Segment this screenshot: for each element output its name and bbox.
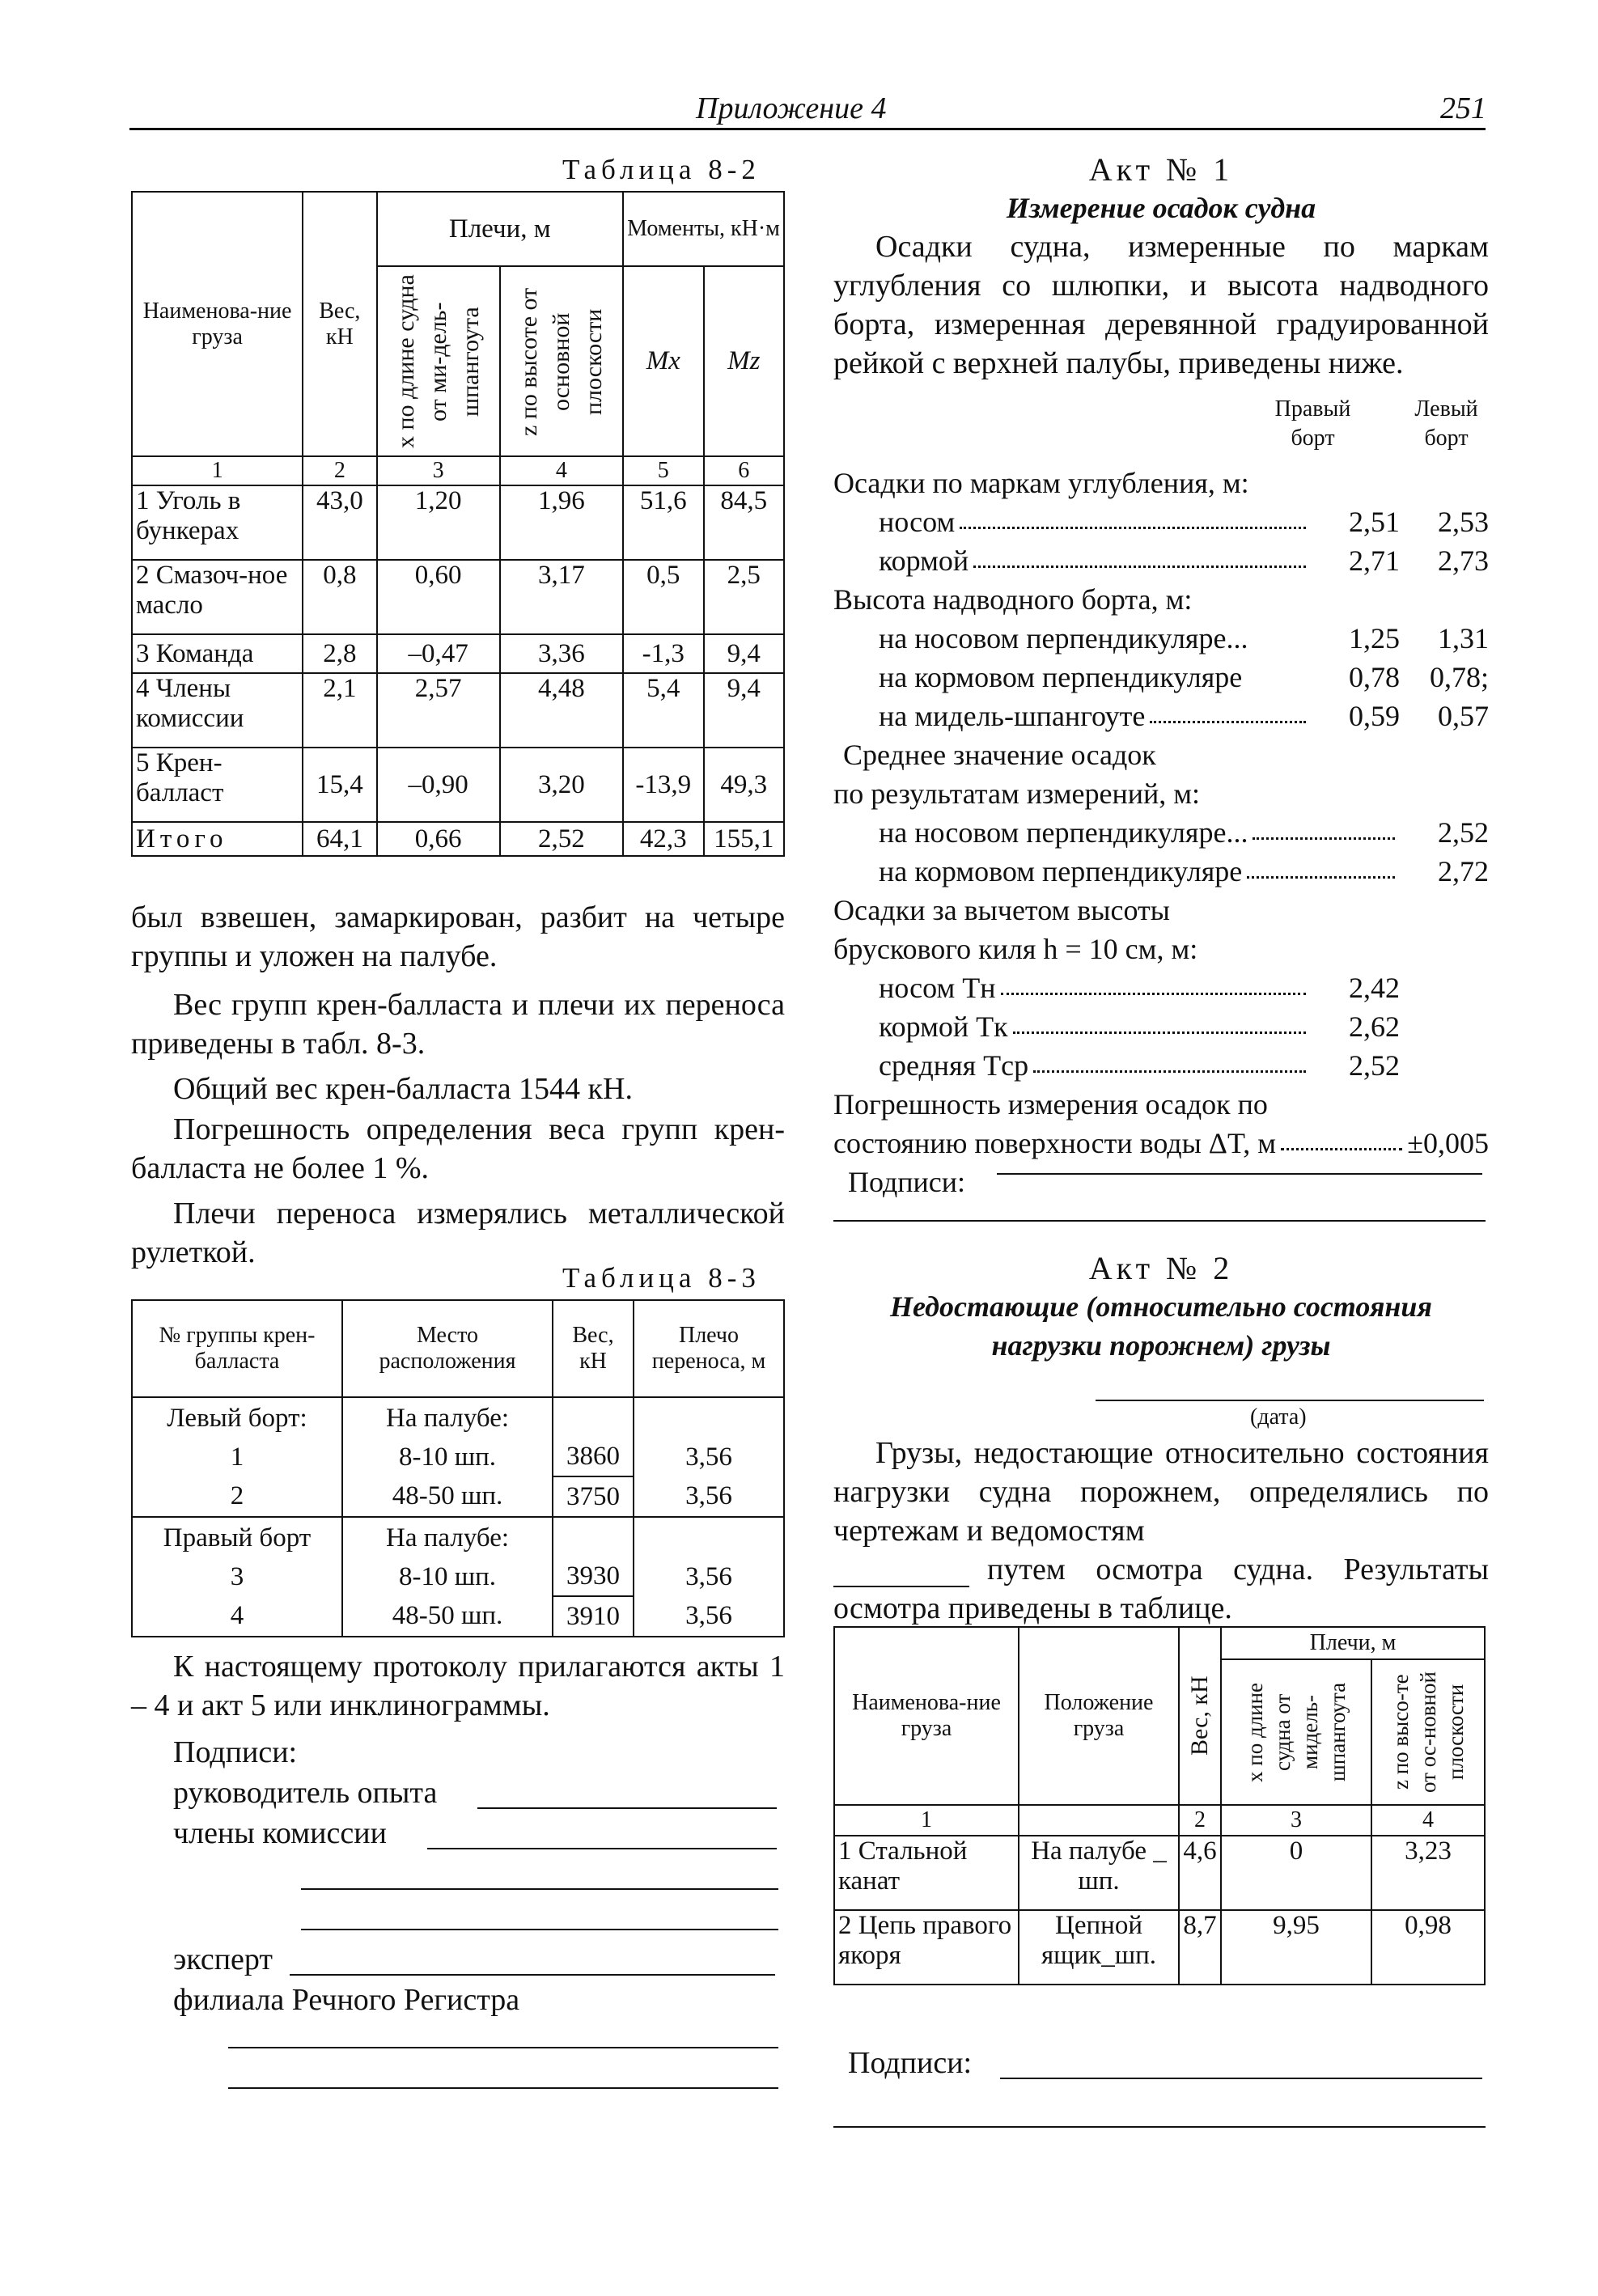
act-1-value: 2,52 [1349,1049,1400,1082]
act-1-value: 2,52 [1438,816,1489,849]
act-1-value-right: 2,71 [1349,544,1400,577]
t82-cell-z: 4,48 [500,673,623,748]
t83-right-side: Правый борт [163,1523,312,1553]
act-1-value: 2,62 [1349,1010,1400,1043]
t82-cell-mx: 51,6 [623,485,703,560]
t82-cell-z: 3,36 [500,634,623,673]
t83-arm: 3,56 [685,1442,732,1472]
t83-place: 8-10 шп. [398,1562,497,1591]
t83-arm: 3,56 [685,1481,732,1510]
t82-cell-mx: 0,5 [623,560,703,634]
a2-cell-z: 0,98 [1371,1910,1485,1985]
t82-cell-name: 1 Уголь в бункерах [132,485,303,560]
t83-header-weight: Вес, кН [553,1300,634,1397]
t82-cell-mx: -1,3 [623,634,703,673]
act-1-row-label: на кормовом перпендикуляре [879,855,1243,887]
protocol-member-signature-line[interactable] [427,1846,777,1849]
act-1-row [833,655,1489,694]
t82-cell-x: 1,20 [377,485,500,560]
act-1-row-label: кормой [879,544,969,577]
t82-cell-x: 2,57 [377,673,500,748]
act-1-row-label: на носовом перпендикуляре... [879,816,1248,849]
table-8-2 [131,191,785,857]
act-1-intro: Осадки судна, измеренные по маркам углубления со шлюпки, и высота надводного борта, измеренная деревянной градуированной рейкой с верхней палубы, приведены ниже. [833,230,1489,380]
act-1-value-right: 0,78 [1349,661,1400,693]
act-1-row [833,849,1489,888]
act-1-section-keel-cont: брускового киля h = 10 см, м: [833,933,1198,965]
a2-colnum: 4 [1371,1805,1485,1836]
act-1-section-keel: Осадки за вычетом высоты [833,894,1170,926]
a2-header-position: Положение груза [1019,1627,1179,1805]
act-2-intro-cont: путем осмотра судна. Результаты осмотра приведены в таблице. [833,1553,1489,1625]
t82-header-mz: Mz [704,266,785,456]
act-1-section-average-cont: по результатам измерений, м: [833,777,1201,810]
a2-header-weight: Вес, кН [1186,1675,1213,1756]
t83-group-num: 4 [230,1601,244,1630]
a2-header-x: x по длине судна от мидель-шпангоута [1242,1682,1350,1782]
t83-header-group: № группы крен-балласта [132,1300,342,1397]
t83-weight: 3930 [553,1557,633,1597]
t83-header-place: Место расположения [342,1300,553,1397]
protocol-head-signature-line[interactable] [477,1806,777,1809]
act-2-signatures-label: Подписи: [848,2046,973,2080]
t82-colnum: 5 [623,456,703,485]
t83-header-arm: Плечо переноса, м [634,1300,784,1397]
table-row [132,485,784,560]
act-1-row-label: носом [879,506,956,538]
t82-header-weight: Вес, кН [303,192,376,456]
t82-header-z: z по высоте от основной плоскости [515,286,607,436]
act-1-value-left: 2,73 [1438,544,1489,577]
t83-weight: 3860 [553,1437,633,1477]
act-1-row-label: на мидель-шпангоуте [879,700,1146,732]
act-1-value-right: 0,59 [1349,700,1400,732]
protocol-attached-text: К настоящему протоколу прилагаются акты 1 – 4 и акт 5 или инклинограммы. [131,1650,785,1722]
a2-cell-weight: 4,6 [1179,1836,1221,1910]
protocol-members-label: члены комиссии [173,1816,387,1850]
t82-cell-name: 4 Члены комиссии [132,673,303,748]
t83-on-deck: На палубе: [385,1404,510,1433]
protocol-head-label: руководитель опыта [173,1776,438,1810]
left-paragraph-3: Общий вес крен-балласта 1544 кН. [173,1072,633,1106]
t82-cell-mx: 42,3 [623,822,703,856]
protocol-expert-label: эксперт [173,1942,273,1976]
t83-weight: 3910 [566,1602,620,1631]
act-1-value-right: 1,25 [1349,622,1400,654]
act-1-row [833,1121,1489,1160]
left-paragraph-2: Вес групп крен-балласта и плечи их переноса приведены в табл. 8-3. [131,988,785,1061]
t82-colnum: 1 [132,456,303,485]
act-1-signature-line[interactable] [833,1218,1486,1222]
t82-header-mx: Mx [623,266,703,456]
act-1-value-right: 2,51 [1349,506,1400,538]
t83-left-side: Левый борт: [167,1404,307,1433]
a2-colnum: 1 [834,1805,1019,1836]
t82-cell-mz: 155,1 [704,822,785,856]
a2-cell-name: 1 Стальной канат [834,1836,1019,1910]
t82-cell-name: 5 Крен-балласт [132,748,303,822]
act-1-title: Акт № 1 [1088,151,1234,188]
t83-group-num: 1 [230,1442,244,1472]
table-8-3 [131,1299,785,1637]
t82-header-name: Наименова-ние груза [132,192,303,456]
act-1-row [833,539,1489,578]
page-number: 251 [1440,91,1486,125]
act-1-value-left: 0,57 [1438,700,1489,732]
act-1-row [833,1044,1489,1082]
table-row [132,748,784,822]
act-1-value-left: 2,53 [1438,506,1489,538]
act-1-col-right-side: Правый борт [1274,396,1351,451]
t83-on-deck: На палубе: [385,1523,510,1553]
table-row [132,560,784,634]
protocol-signatures-label: Подписи: [173,1735,298,1769]
act-1-row-label: на кормовом перпендикуляре [879,661,1243,693]
t83-arm: 3,56 [685,1601,732,1630]
act-2-table [833,1626,1486,1985]
t82-header-x: x по длине судна от ми-дель-шпангоута [392,274,484,448]
a2-colnum: 2 [1179,1805,1221,1836]
t82-cell-weight: 15,4 [303,748,376,822]
t83-place: 48-50 шп. [392,1601,503,1630]
a2-cell-z: 3,23 [1371,1836,1485,1910]
act-1-section-freeboard: Высота надводного борта, м: [833,583,1193,616]
a2-cell-name: 2 Цепь правого якоря [834,1910,1019,1985]
header-rule [129,128,1486,130]
act-1-row [833,966,1489,1005]
left-paragraph-5: Плечи переноса измерялись металлической рулеткой. [131,1197,785,1269]
protocol-member-signature-line[interactable] [301,1887,778,1890]
protocol-branch-label: филиала Речного Регистра [173,1983,520,2017]
act-1-error-label-cont: состоянию поверхности воды ΔT, м [833,1127,1277,1159]
act-2-date-line[interactable] [1096,1398,1484,1401]
act-1-row [833,616,1489,655]
t82-cell-weight: 2,1 [303,673,376,748]
t82-cell-z: 3,20 [500,748,623,822]
a2-cell-x: 0 [1221,1836,1371,1910]
table-row [834,1836,1485,1910]
t82-cell-x: 0,60 [377,560,500,634]
t82-cell-name: 2 Смазоч-ное масло [132,560,303,634]
t82-cell-z: 3,17 [500,560,623,634]
act-1-section-draft: Осадки по маркам углубления, м: [833,467,1249,499]
t82-cell-name: 3 Команда [132,634,303,673]
table-row [132,634,784,673]
act-1-value: 2,72 [1438,855,1489,887]
t83-weight: 3750 [566,1482,620,1511]
t82-cell-weight: 0,8 [303,560,376,634]
a2-colnum: 3 [1221,1805,1371,1836]
running-header-title: Приложение 4 [696,91,887,125]
act-1-value-left: 1,31 [1438,622,1489,654]
a2-cell-position: На палубе _ шп. [1019,1836,1179,1910]
t82-colnum: 3 [377,456,500,485]
t82-cell-mz: 84,5 [704,485,785,560]
act-1-row [833,694,1489,733]
act-1-row-label: на носовом перпендикуляре... [879,622,1248,654]
left-paragraph-1: был взвешен, замаркирован, разбит на четыре группы и уложен на палубе. [131,900,785,973]
t83-arm: 3,56 [685,1562,732,1591]
act-1-row [833,1005,1489,1044]
protocol-expert-signature-line[interactable] [290,1972,775,1976]
t82-header-arms: Плечи, м [377,192,624,266]
protocol-extra-signature-line[interactable] [228,2086,778,2089]
table-total-row [132,822,784,856]
t82-cell-mz: 9,4 [704,673,785,748]
t83-place: 48-50 шп. [392,1481,503,1510]
act-1-error-label: Погрешность измерения осадок по [833,1088,1268,1120]
t83-group-num: 2 [230,1481,244,1510]
t82-cell-mz: 49,3 [704,748,785,822]
act-1-col-left-side: Левый борт [1414,396,1478,451]
table-row [132,1397,784,1517]
t82-cell-mx: 5,4 [623,673,703,748]
t82-total-label: Итого [132,822,303,856]
table-row [132,1517,784,1637]
a2-cell-weight: 8,7 [1179,1910,1221,1985]
table-8-3-caption: Таблица 8-3 [562,1262,761,1294]
t83-group-num: 3 [230,1562,244,1591]
act-2-signature-line[interactable] [1000,2076,1482,2079]
t82-cell-weight: 64,1 [303,822,376,856]
act-2-subtitle: Недостающие (относительно состояния нагрузки порожнем) грузы [890,1290,1432,1362]
act-1-error-value: ±0,005 [1407,1127,1489,1159]
t82-colnum: 6 [704,456,785,485]
t82-cell-mz: 2,5 [704,560,785,634]
act-2-date-label: (дата) [1250,1404,1307,1430]
act-1-row [833,811,1489,849]
a2-cell-position: Цепной ящик_шп. [1019,1910,1179,1985]
act-1-row-label: носом Tн [879,972,996,1004]
act-1-signatures-label: Подписи: [848,1166,966,1198]
t82-cell-x: 0,66 [377,822,500,856]
act-2-intro: Грузы, недостающие относительно состояния нагрузки судна порожнем, определялись по чертежам и ведомостям [833,1436,1489,1548]
t82-cell-weight: 43,0 [303,485,376,560]
a2-header-arms: Плечи, м [1221,1627,1485,1659]
t82-cell-mz: 9,4 [704,634,785,673]
table-row [132,673,784,748]
act-1-value-left: 0,78; [1429,661,1489,693]
protocol-extra-signature-line[interactable] [228,2045,778,2048]
act-1-row-label: средняя Tср [879,1049,1029,1082]
act-1-value: 2,42 [1349,972,1400,1004]
t82-cell-x: –0,47 [377,634,500,673]
a2-header-z: z по высо-те от ос-новной плоскости [1388,1671,1468,1793]
act-1-subtitle: Измерение осадок судна [1006,192,1316,224]
t82-cell-x: –0,90 [377,748,500,822]
t82-cell-z: 2,52 [500,822,623,856]
t82-colnum: 2 [303,456,376,485]
table-8-2-caption: Таблица 8-2 [562,154,761,185]
t82-cell-weight: 2,8 [303,634,376,673]
protocol-member-signature-line[interactable] [301,1927,778,1930]
a2-header-name: Наименова-ние груза [834,1627,1019,1805]
act-2-title: Акт № 2 [1088,1250,1234,1286]
table-row [834,1910,1485,1985]
t83-place: 8-10 шп. [398,1442,497,1472]
t82-cell-mx: -13,9 [623,748,703,822]
t82-colnum: 4 [500,456,623,485]
act-2-signature-line[interactable] [833,2124,1486,2128]
act-1-section-average: Среднее значение осадок [843,739,1156,771]
a2-cell-x: 9,95 [1221,1910,1371,1985]
act-1-signature-line[interactable] [997,1171,1482,1175]
act-1-row [833,500,1489,539]
left-paragraph-4: Погрешность определения веса групп крен-балласта не более 1 %. [131,1112,785,1185]
t82-header-moments: Моменты, кН·м [623,192,784,266]
act-1-row-label: кормой Tк [879,1010,1008,1043]
t82-cell-z: 1,96 [500,485,623,560]
